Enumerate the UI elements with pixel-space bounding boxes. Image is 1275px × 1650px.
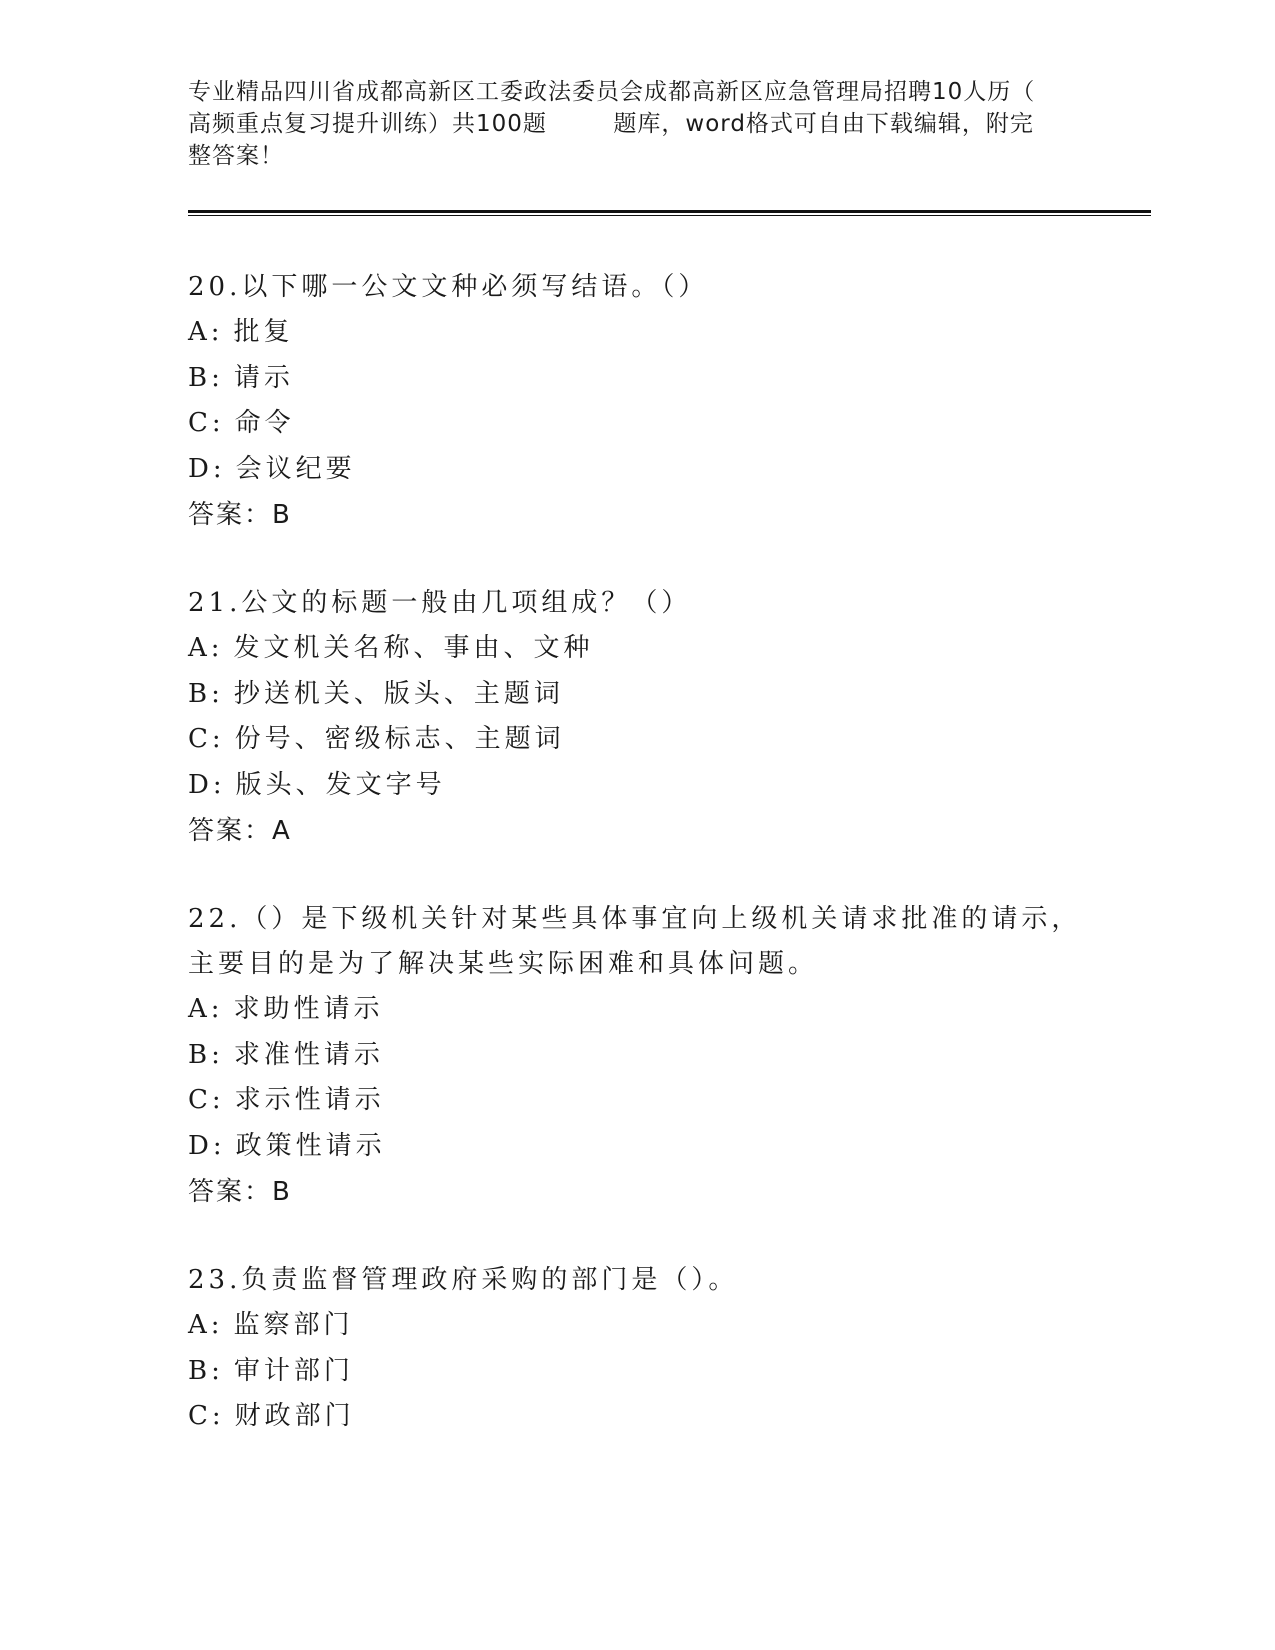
question-20 (188, 265, 1088, 538)
option-c (188, 401, 1088, 447)
header-line-3: 整答案！ (188, 143, 284, 169)
option-text: 求助性请示 (233, 994, 384, 1024)
option-letter: D: (188, 769, 226, 800)
option-c (188, 1394, 1088, 1440)
question-21 (188, 581, 1088, 854)
option-text: 审计部门 (233, 1355, 354, 1386)
header-divider-thin (188, 215, 1151, 216)
option-text: 政策性请示 (235, 1130, 386, 1161)
option-letter: C: (188, 1085, 225, 1115)
option-a (188, 626, 1088, 672)
option-b (188, 356, 1088, 402)
option-text: 命令 (234, 408, 295, 438)
document-header (188, 76, 1068, 172)
option-text: 批复 (233, 317, 294, 347)
option-text: 请示 (233, 362, 294, 393)
option-b (188, 672, 1088, 718)
header-line-1: 专业精品四川省成都高新区工委政法委员会成都高新区应急管理局招聘10人历（ (188, 79, 1036, 105)
option-c (188, 1078, 1088, 1124)
option-a (188, 1303, 1088, 1349)
option-text: 会议纪要 (235, 453, 356, 484)
option-d (188, 763, 1088, 809)
option-letter: C: (188, 408, 225, 438)
option-b (188, 1349, 1088, 1395)
option-a (188, 987, 1088, 1033)
option-text: 发文机关名称、事由、文种 (233, 633, 594, 663)
option-letter: A: (188, 633, 224, 663)
option-letter: A: (188, 1310, 224, 1340)
option-letter: B: (188, 678, 224, 709)
question-23 (188, 1258, 1088, 1440)
answer-line: 答案：B (188, 500, 292, 530)
option-d (188, 1124, 1088, 1170)
question-stem: 21.公文的标题一般由几项组成？（） (188, 588, 692, 618)
answer-line: 答案：A (188, 816, 292, 846)
option-text: 求准性请示 (233, 1039, 384, 1070)
question-list (188, 265, 1088, 1483)
option-letter: C: (188, 1401, 225, 1431)
answer-line: 答案：B (188, 1177, 292, 1207)
option-text: 求示性请示 (234, 1085, 385, 1115)
option-letter: A: (188, 994, 224, 1024)
option-letter: D: (188, 1130, 226, 1161)
option-b (188, 1033, 1088, 1079)
option-letter: B: (188, 1039, 224, 1070)
header-line-2: 高频重点复习提升训练）共100题 题库，word格式可自由下载编辑，附完 (188, 111, 1034, 137)
option-text: 监察部门 (233, 1310, 354, 1340)
option-text: 份号、密级标志、主题词 (234, 724, 565, 754)
option-text: 版头、发文字号 (235, 769, 446, 800)
option-text: 抄送机关、版头、主题词 (233, 678, 564, 709)
option-c (188, 717, 1088, 763)
option-letter: B: (188, 1355, 224, 1386)
option-letter: B: (188, 362, 224, 393)
option-a (188, 310, 1088, 356)
option-d (188, 447, 1088, 493)
question-22 (188, 897, 1088, 1215)
option-letter: C: (188, 724, 225, 754)
option-text: 财政部门 (234, 1401, 355, 1431)
question-stem: 20.以下哪一公文文种必须写结语。（） (188, 272, 709, 302)
question-stem: 23.负责监督管理政府采购的部门是（）。 (188, 1265, 739, 1295)
option-letter: A: (188, 317, 224, 347)
header-divider-thick (188, 210, 1151, 213)
question-stem: 22.（）是下级机关针对某些具体事宜向上级机关请求批准的请示，主要目的是为了解决某些实际困难和具体问题。 (188, 904, 1082, 979)
option-letter: D: (188, 453, 226, 484)
